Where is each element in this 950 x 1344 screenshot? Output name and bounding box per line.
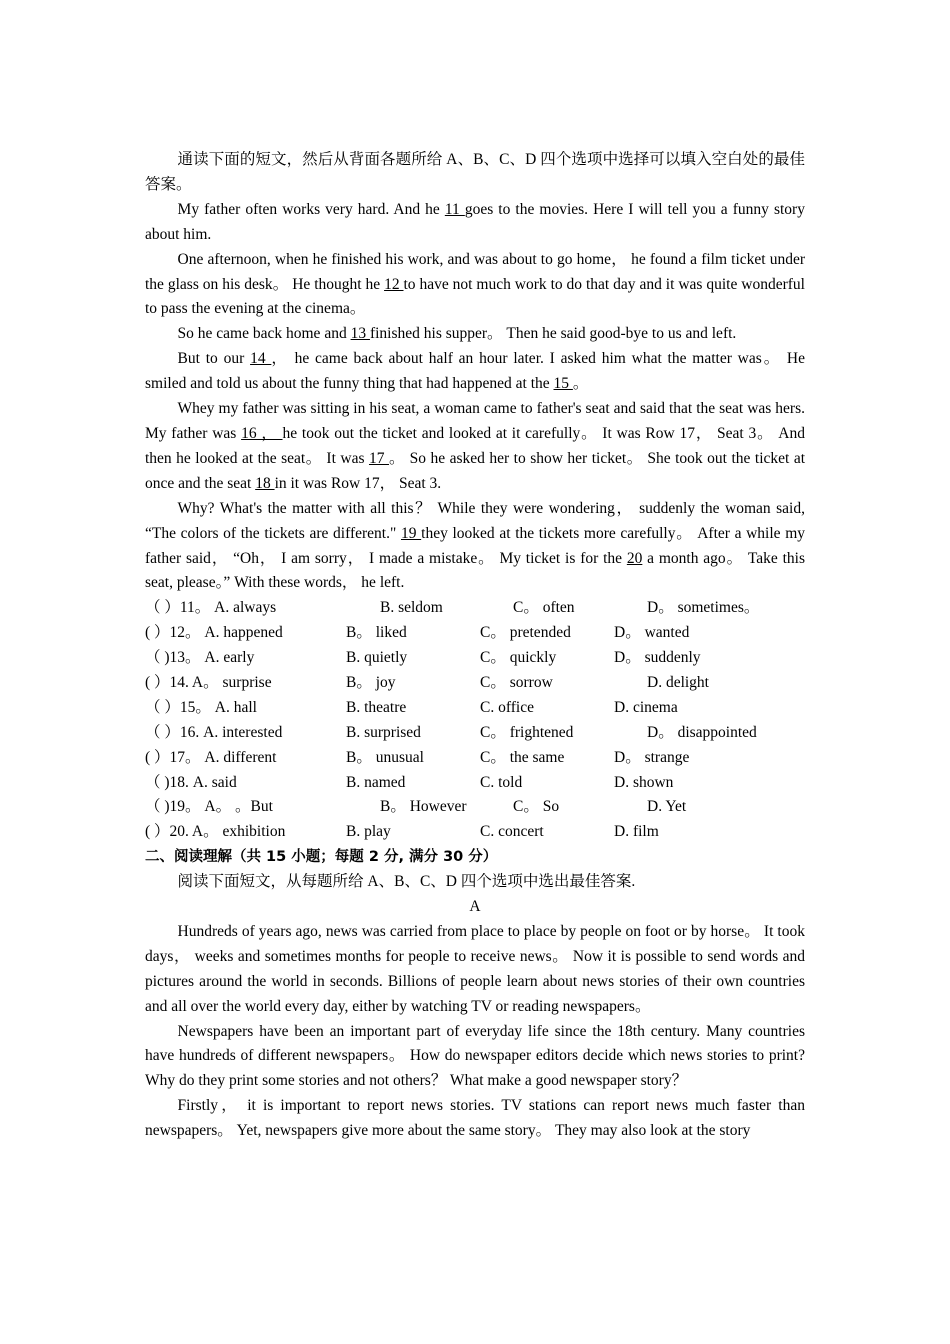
- option-c: C。 So: [513, 798, 560, 816]
- option-c: C。 quickly: [480, 649, 557, 667]
- cloze-paragraph-6: [145, 497, 805, 597]
- reading-instruction: 阅读下面短文，从每题所给 A、B、C、D 四个选项中选出最佳答案.: [177, 873, 636, 891]
- question-row: [145, 596, 805, 621]
- question-row: [145, 771, 805, 796]
- option-b: B。 unusual: [346, 748, 424, 766]
- question-option-a: （ )13。 A. early: [145, 649, 255, 667]
- option-d: D. shown: [614, 773, 674, 791]
- option-d: D。 strange: [614, 748, 690, 766]
- text: goes to the movies. Here I will tell you a funny story about him.: [145, 200, 805, 243]
- question-row: [145, 696, 805, 721]
- text: Why? What's the matter with all this？ While they were wondering， suddenly the woman said, “The colors of the tickets are different.": [145, 499, 805, 542]
- question-option-a: （ )18. A. said: [145, 773, 237, 791]
- option-d: D. cinema: [614, 698, 678, 716]
- option-b: B. quietly: [346, 649, 408, 667]
- option-c: C。 often: [513, 599, 575, 617]
- option-d: D. Yet: [647, 798, 687, 816]
- document-page: [145, 148, 805, 1144]
- option-b: B. named: [346, 773, 406, 791]
- question-option-a: ( ）12。 A. happened: [145, 624, 283, 642]
- text: ， he came back about half an hour later. I asked him what the matter was。 He smiled and told us about the funny thing that had happened at the: [145, 350, 805, 393]
- option-d: D。 suddenly: [614, 649, 701, 667]
- cloze-paragraph-3: [145, 322, 805, 347]
- question-option-a: ( ）14. A。 surprise: [145, 673, 272, 691]
- option-c: C. told: [480, 773, 523, 791]
- option-b: B. surprised: [346, 723, 421, 741]
- question-option-a: （ ）15。 A. hall: [145, 698, 257, 716]
- question-row: [145, 820, 805, 845]
- option-d: D。 wanted: [614, 624, 690, 642]
- blank-14: 14: [250, 350, 272, 368]
- question-option-a: （ ）11。 A. always: [145, 599, 277, 617]
- question-row: [145, 746, 805, 771]
- option-b: B. seldom: [380, 599, 443, 617]
- question-row: [145, 795, 805, 820]
- text: Whey my father was sitting in his seat, a woman came to father's seat and said that the seat was hers. My father was: [145, 400, 805, 442]
- blank-12: 12: [384, 275, 404, 293]
- reading-paragraph: Hundreds of years ago, news was carried from place to place by people on foot or by horse。 It took days， weeks and sometimes months for people to receive news。 Now it is possible to send words and pictures around the world in seconds. Billions of people learn about news stories of their own countries and all over the world every day, either by watching TV or reading newspapers。: [145, 922, 805, 1015]
- blank-16: 16 ，: [241, 424, 283, 442]
- text: 。: [572, 375, 589, 393]
- text: they looked at the tickets more carefully。 After a while my father said， “Oh， I am sorry， I made a mistake。 My ticket is for the: [145, 524, 806, 567]
- option-c: C。 the same: [480, 748, 565, 766]
- blank-11: 11: [444, 200, 465, 218]
- blank-15: 15: [553, 375, 573, 393]
- question-row: [145, 646, 805, 671]
- cloze-paragraph-1: [145, 198, 805, 248]
- question-row: [145, 671, 805, 696]
- option-d: D. delight: [647, 673, 709, 691]
- cloze-paragraph-2: [145, 248, 805, 323]
- option-d: D。 sometimes。: [647, 599, 760, 617]
- reading-paragraph: Firstly， it is important to report news stories. TV stations can report news much faster than newspapers。 Yet, newspapers give more about the same story。 They may also look at the story: [145, 1097, 805, 1140]
- blank-20: 20: [626, 549, 643, 567]
- question-option-a: ( ）17。 A. different: [145, 748, 277, 766]
- option-c: C。 pretended: [480, 624, 571, 642]
- text: to have not much work to do that day and it was quite wonderful to pass the evening at the cinema。: [145, 275, 805, 318]
- section-title: 二、阅读理解（共 15 小题；每题 2 分, 满分 30 分）: [145, 849, 498, 866]
- text: a month ago。 Take this seat, please。” With these words， he left.: [145, 549, 805, 592]
- question-option-a: ( ）20. A。 exhibition: [145, 823, 286, 841]
- option-b: B. play: [346, 823, 391, 841]
- option-c: C。 frightened: [480, 723, 574, 741]
- option-b: B。 joy: [346, 673, 396, 691]
- blank-19: 19: [400, 524, 422, 542]
- option-d: D. film: [614, 823, 659, 841]
- text: But to our: [177, 350, 251, 368]
- cloze-intro: 通读下面的短文，然后从背面各题所给 A、B、C、D 四个选项中选择可以填入空白处的最佳答案。: [145, 151, 805, 193]
- cloze-paragraph-4: [145, 347, 805, 397]
- option-b: B. theatre: [346, 698, 407, 716]
- question-option-a: （ ）16. A. interested: [145, 723, 283, 741]
- passage-label: A: [469, 898, 481, 916]
- cloze-paragraph-5: [145, 397, 805, 497]
- option-d: D。 disappointed: [647, 723, 757, 741]
- text: finished his supper。 Then he said good-bye to us and left.: [369, 325, 737, 343]
- text: 。 So he asked her to show her ticket。 She took out the ticket at once and the seat: [145, 449, 806, 492]
- option-c: C. office: [480, 698, 534, 716]
- question-list: [145, 596, 805, 845]
- text: One afternoon, when he finished his work, and was about to go home， he found a film ticket under the glass on his desk。 He thought he: [145, 250, 805, 293]
- option-c: C。 sorrow: [480, 673, 553, 691]
- question-row: [145, 621, 805, 646]
- option-c: C. concert: [480, 823, 544, 841]
- text: in it was Row 17， Seat 3.: [274, 474, 442, 492]
- question-row: [145, 721, 805, 746]
- question-option-a: （ )19。 A。 。But: [145, 798, 273, 816]
- text: So he came back home and: [177, 325, 351, 343]
- text: he took out the ticket and looked at it carefully。 It was Row 17， Seat 3。 And then he looked at the seat。 It was: [145, 424, 805, 467]
- option-b: B。 However: [380, 798, 467, 816]
- option-b: B。 liked: [346, 624, 407, 642]
- reading-paragraph: Newspapers have been an important part of everyday life since the 18th century. Many countries have hundreds of different newspapers。 How do newspaper editors decide which news stories to print? Why do they print some stories and not others？ What make a good newspaper story？: [145, 1022, 805, 1090]
- blank-18: 18: [255, 474, 275, 492]
- blank-17: 17: [368, 449, 389, 467]
- blank-13: 13: [350, 325, 370, 343]
- text: My father often works very hard. And he: [177, 200, 445, 218]
